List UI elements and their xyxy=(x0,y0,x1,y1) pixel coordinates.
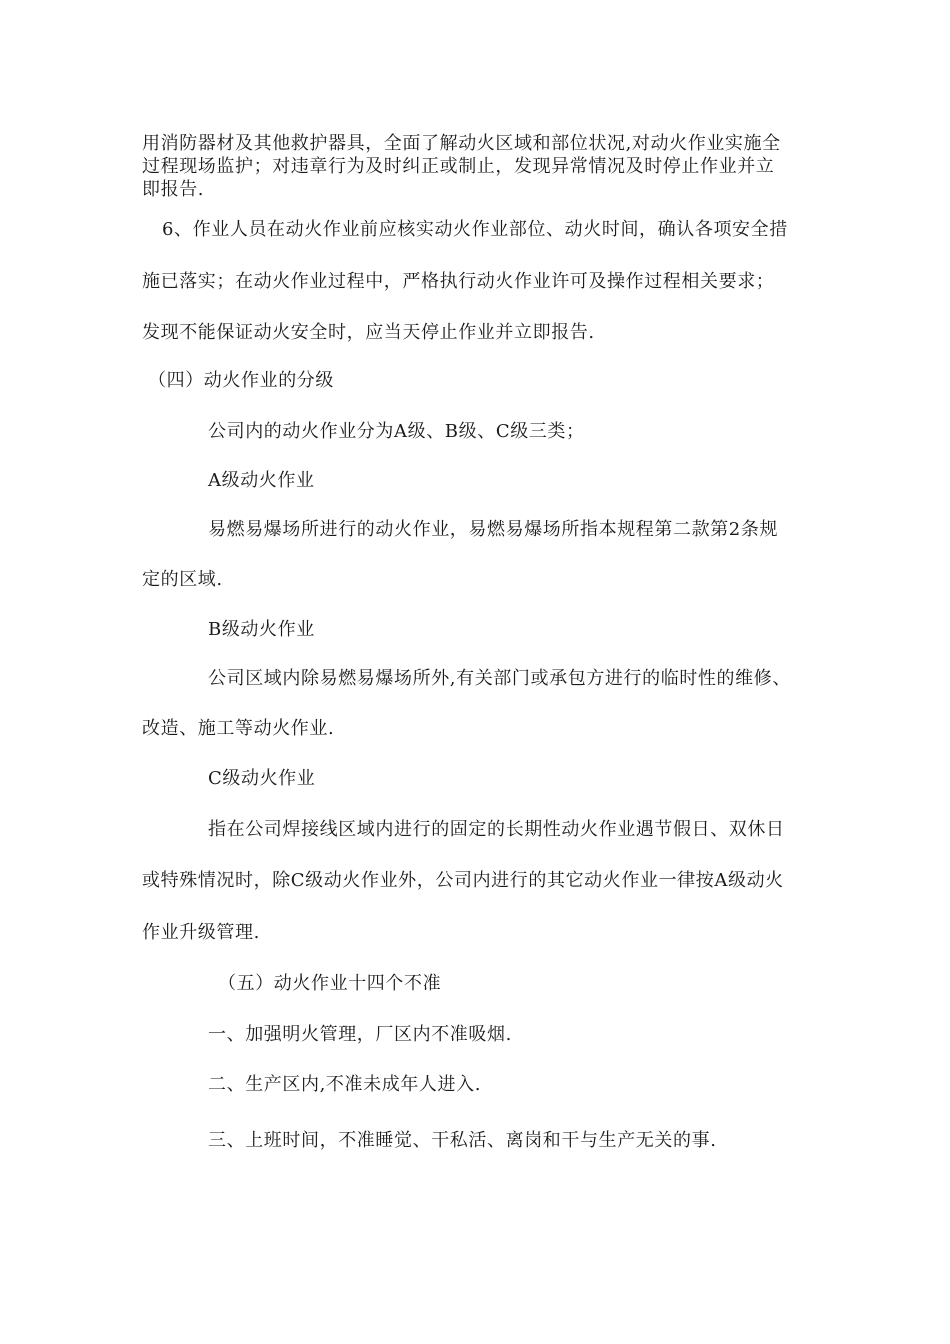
paragraph-line: 指在公司焊接线区域内进行的固定的长期性动火作业遇节假日、双休日 xyxy=(208,819,785,840)
paragraph-line: 即报告. xyxy=(142,179,205,200)
section-heading: （五）动火作业十四个不准 xyxy=(218,973,442,994)
paragraph-line: 6、作业人员在动火作业前应核实动火作业部位、动火时间，确认各项安全措 xyxy=(162,219,788,240)
paragraph-line: 易燃易爆场所进行的动火作业，易燃易爆场所指本规程第二款第2条规 xyxy=(208,519,779,540)
paragraph-line: 发现不能保证动火安全时，应当天停止作业并立即报告. xyxy=(142,322,595,343)
subsection-title: A级动火作业 xyxy=(208,470,315,491)
paragraph-line: 公司内的动火作业分为A级、B级、C级三类； xyxy=(208,421,585,442)
rule-item: 二、生产区内,不准未成年人进入. xyxy=(208,1074,482,1095)
subsection-title: C级动火作业 xyxy=(208,768,316,789)
paragraph-line: 改造、施工等动火作业. xyxy=(142,718,335,739)
paragraph-line: 用消防器材及其他救护器具，全面了解动火区域和部位状况,对动火作业实施全 xyxy=(142,133,781,154)
paragraph-line: 过程现场监护；对违章行为及时纠正或制止，发现异常情况及时停止作业并立 xyxy=(142,156,775,177)
paragraph-line: 定的区域. xyxy=(142,569,223,590)
rule-item: 一、加强明火管理，厂区内不准吸烟. xyxy=(208,1024,512,1045)
paragraph-line: 公司区域内除易燃易爆场所外,有关部门或承包方进行的临时性的维修、 xyxy=(208,668,791,689)
paragraph-line: 施已落实；在动火作业过程中，严格执行动火作业许可及操作过程相关要求； xyxy=(142,271,775,292)
section-heading: （四）动火作业的分级 xyxy=(148,370,334,391)
paragraph-line: 作业升级管理. xyxy=(142,922,260,943)
subsection-title: B级动火作业 xyxy=(208,619,315,640)
paragraph-line: 或特殊情况时，除C级动火作业外，公司内进行的其它动火作业一律按A级动火 xyxy=(142,870,784,891)
rule-item: 三、上班时间，不准睡觉、干私活、离岗和干与生产无关的事. xyxy=(208,1130,717,1151)
